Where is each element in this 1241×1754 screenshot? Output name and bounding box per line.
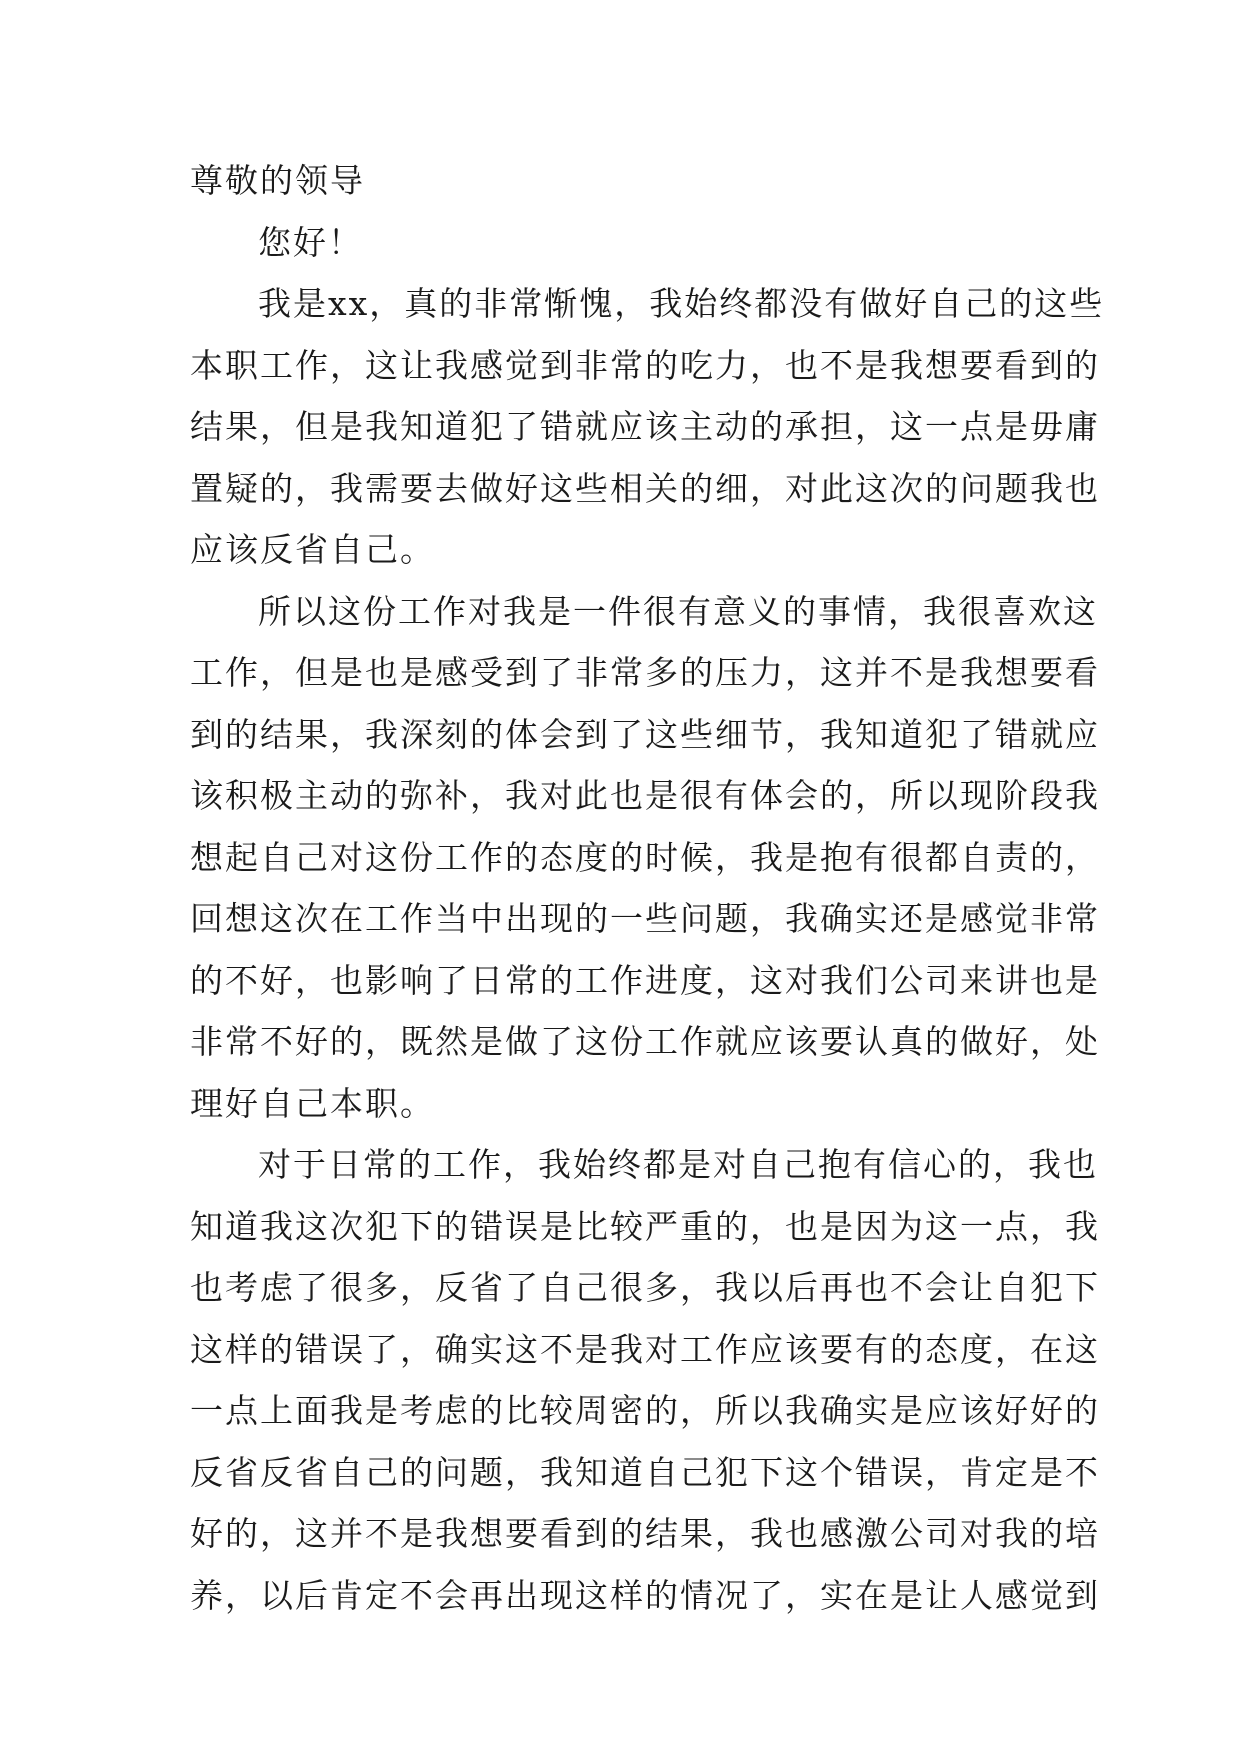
body-line: 想起自己对这份工作的态度的时候，我是抱有很都自责的， bbox=[190, 837, 1100, 877]
body-line: 结果，但是我知道犯了错就应该主动的承担，这一点是毋庸 bbox=[190, 407, 1100, 446]
body-line: 本职工作，这让我感觉到非常的吃力，也不是我想要看到的 bbox=[190, 345, 1100, 385]
body-line: 应该反省自己。 bbox=[190, 530, 435, 569]
body-line: 对于日常的工作，我始终都是对自己抱有信心的，我也 bbox=[258, 1145, 1098, 1184]
body-line: 反省反省自己的问题，我知道自己犯下这个错误，肯定是不 bbox=[190, 1452, 1100, 1492]
body-line: 也考虑了很多，反省了自己很多，我以后再也不会让自犯下 bbox=[190, 1268, 1100, 1307]
greeting: 您好！ bbox=[258, 222, 363, 262]
body-line: 理好自己本职。 bbox=[190, 1083, 435, 1123]
body-line: 该积极主动的弥补，我对此也是很有体会的，所以现阶段我 bbox=[190, 776, 1100, 815]
body-line: 知道我这次犯下的错误是比较严重的，也是因为这一点，我 bbox=[190, 1206, 1100, 1246]
body-line: 工作，但是也是感受到了非常多的压力，这并不是我想要看 bbox=[190, 653, 1100, 692]
body-line: 这样的错误了，确实这不是我对工作应该要有的态度，在这 bbox=[190, 1329, 1100, 1369]
body-line: 养，以后肯定不会再出现这样的情况了，实在是让人感觉到 bbox=[190, 1575, 1100, 1615]
body-line: 回想这次在工作当中出现的一些问题，我确实还是感觉非常 bbox=[190, 899, 1100, 938]
body-line: 一点上面我是考虑的比较周密的，所以我确实是应该好好的 bbox=[190, 1391, 1100, 1430]
letter-body bbox=[190, 150, 1105, 1626]
body-line: 置疑的，我需要去做好这些相关的细，对此这次的问题我也 bbox=[190, 468, 1100, 508]
body-line: 非常不好的，既然是做了这份工作就应该要认真的做好，处 bbox=[190, 1022, 1100, 1061]
body-line: 好的，这并不是我想要看到的结果，我也感激公司对我的培 bbox=[190, 1514, 1100, 1553]
body-line: 到的结果，我深刻的体会到了这些细节，我知道犯了错就应 bbox=[190, 714, 1100, 754]
body-line: 的不好，也影响了日常的工作进度，这对我们公司来讲也是 bbox=[190, 960, 1100, 1000]
body-line: 我是xx，真的非常惭愧，我始终都没有做好自己的这些 bbox=[258, 284, 1105, 323]
body-line: 所以这份工作对我是一件很有意义的事情，我很喜欢这 bbox=[258, 591, 1098, 631]
salutation: 尊敬的领导 bbox=[190, 161, 365, 200]
